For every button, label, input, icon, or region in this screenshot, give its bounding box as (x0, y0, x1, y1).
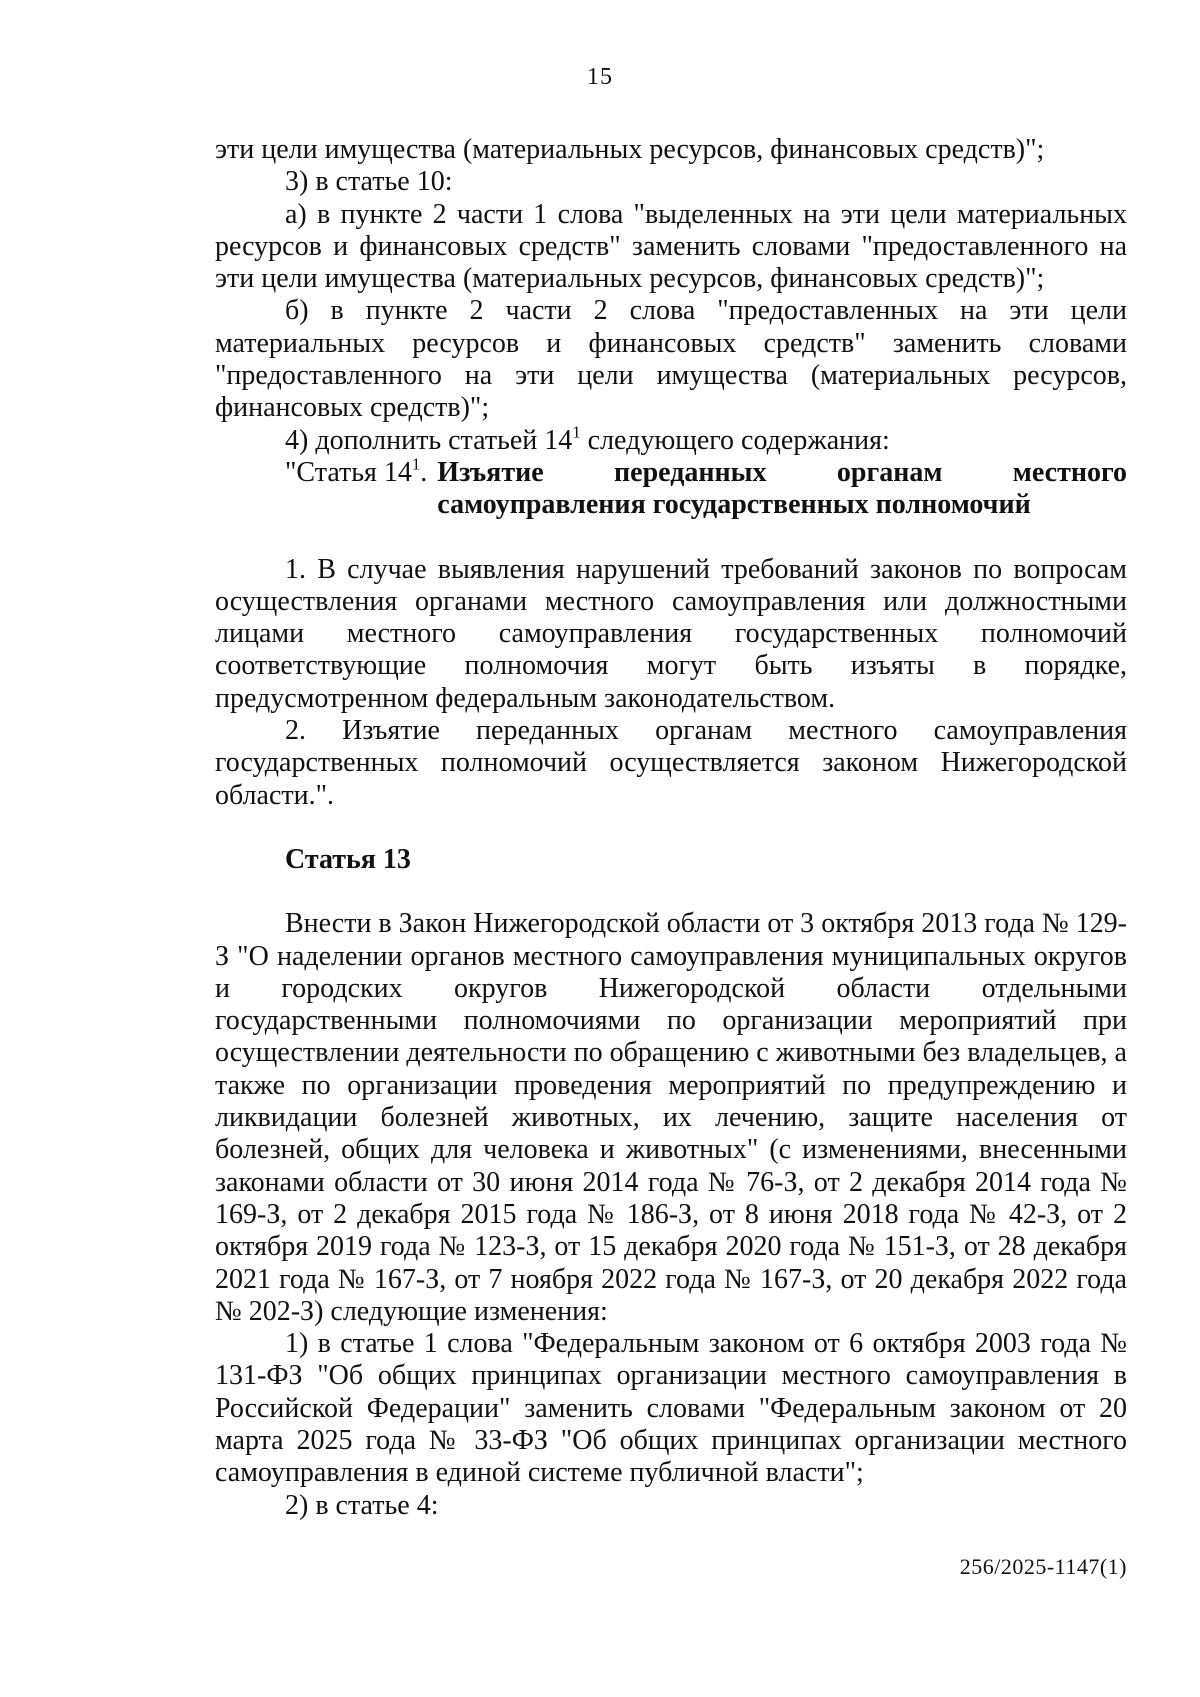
article-14-1-title (437, 457, 1127, 522)
paragraph: 3) в статье 10: (285, 166, 453, 198)
text-fragment: следующего содержания: (580, 424, 890, 456)
title-word: местного (1012, 456, 1127, 488)
document-body (215, 134, 1127, 1522)
spacer (215, 522, 1127, 554)
text-fragment: . (420, 456, 428, 488)
spacer (215, 876, 1127, 908)
title-line: самоуправления государственных полномочий (437, 489, 1031, 521)
document-id: 256/2025-1147(1) (959, 1554, 1127, 1579)
paragraph: б) в пункте 2 части 2 слова "предоставленных на эти цели материальных ресурсов и финансовых средств" заменить словами "предоставленного на эти цели имущества (материальных ресурсов, финансовых средств)"; (215, 295, 1127, 424)
paragraph: 1) в статье 1 слова "Федеральным законом от 6 октября 2003 года № 131-ФЗ "Об общих принципах организации местного самоуправления в Российской Федерации" заменить словами "Федеральным законом от 20 марта 2025 года № 33-ФЗ "Об общих принципах организации местного самоуправления в единой системе публичной власти"; (215, 1328, 1127, 1489)
paragraph: Внести в Закон Нижегородской области от 3 октября 2013 года № 129-З "О наделении органов местного самоуправления муниципальных округов и городских округов Нижегородской области отдельными государственными полномочиями по организации мероприятий при осуществлении деятельности по обращению с животными без владельцев, а также по организации проведения мероприятий по предупреждению и ликвидации болезней животных, их лечению, защите населения от болезней, общих для человека и животных" (с изменениями, внесенными законами области от 30 июня 2014 года № 76-З, от 2 декабря 2014 года № 169-З, от 2 декабря 2015 года № 186-З, от 8 июня 2018 года № 42-З, от 2 октября 2019 года № 123-З, от 15 декабря 2020 года № 151-З, от 28 декабря 2021 года № 167-З, от 7 ноября 2022 года № 167-З, от 20 декабря 2022 года № 202-З) следующие изменения: (215, 908, 1127, 1327)
superscript: 1 (411, 454, 421, 474)
title-word: переданных (614, 456, 767, 488)
title-line (437, 457, 1127, 489)
article-14-1-prefix (285, 454, 437, 489)
superscript: 1 (572, 421, 581, 441)
paragraph: эти цели имущества (материальных ресурсов, финансовых средств)"; (215, 134, 1045, 165)
paragraph: 2. Изъятие переданных органам местного самоуправления государственных полномочий осуществляется законом Нижегородской области.". (215, 715, 1127, 811)
paragraph: 1. В случае выявления нарушений требований законов по вопросам осуществления органами местного самоуправления или должностными лицами местного самоуправления государственных полномочий соответствующие полномочия могут быть изъяты в порядке, предусмотренном федеральным законодательством. (215, 553, 1127, 714)
title-word: Изъятие (437, 456, 544, 488)
spacer (215, 812, 1127, 844)
paragraph: 2) в статье 4: (285, 1489, 439, 1521)
article-14-1-heading (215, 454, 1127, 522)
paragraph: а) в пункте 2 части 1 слова "выделенных на эти цели материальных ресурсов и финансовых средств" заменить словами "предоставленного на эти цели имущества (материальных ресурсов, финансовых средств)"; (215, 198, 1127, 295)
page-number: 15 (587, 64, 613, 90)
article-13-title: Статья 13 (285, 843, 411, 875)
text-fragment: "Статья 14 (285, 456, 412, 488)
title-word: органам (836, 456, 943, 488)
paragraph (215, 421, 1127, 457)
text-fragment: 4) дополнить статьей 14 (285, 424, 573, 456)
